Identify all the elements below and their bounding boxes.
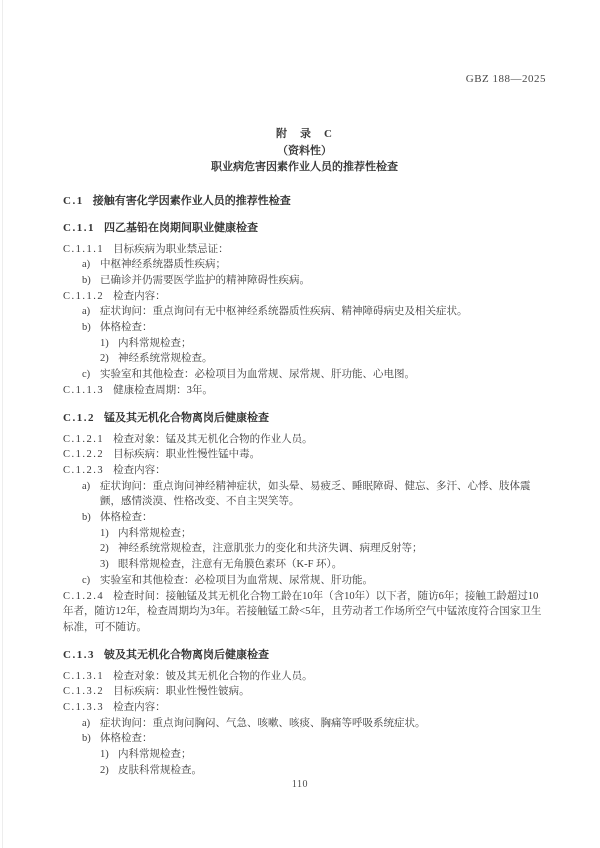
item-text: 内科常规检查； [118,527,192,539]
item-text: 中枢神经系统器质性疾病； [100,259,226,271]
item-marker: b) [82,733,91,745]
item-marker: 2) [100,764,109,776]
item-marker: 1) [100,749,109,761]
item-text: 实验室和其他检查：必检项目为血常规、尿常规、肝功能、心电图。 [100,369,415,381]
item-text: 实验室和其他检查：必检项目为血常规、尿常规、肝功能。 [100,574,373,586]
list-subitem [63,763,546,779]
clause-number: C.1.2.1 [63,433,105,445]
page-number: 110 [291,779,309,790]
section-heading-c1-1 [63,220,546,236]
section-heading-c1-3 [63,647,546,663]
list-subitem [63,351,546,367]
clause-title: 锰及其无机化合物离岗后健康检查 [103,411,269,424]
scan-edge-line [2,0,3,848]
clause-text: 目标疾病：职业性慢性铍病。 [113,686,250,698]
item-text: 内科常规检查； [118,749,192,761]
item-marker: 3) [100,559,109,571]
item-marker: 1) [100,337,109,349]
clause-number: C.1.1.3 [63,384,105,396]
clause-number: C.1.3 [63,648,95,661]
clause-c1-2-4 [63,589,546,636]
item-marker: a) [82,306,91,318]
item-text: 神经系统常规检查，注意肌张力的变化和共济失调、病理反射等； [118,543,423,555]
list-subitem [63,526,546,542]
item-text: 症状询问：重点询问胸闷、气急、咳嗽、咳痰、胸痛等呼吸系统症状。 [100,717,426,729]
list-item [63,367,546,383]
section-heading-c1 [63,193,546,209]
appendix-title-block [63,126,546,176]
section-heading-c1-2 [63,410,546,426]
list-subitem [63,747,546,763]
clause-number: C.1.2.3 [63,464,105,476]
clause-text: 检查对象：锰及其无机化合物的作业人员。 [113,433,313,445]
clause-number: C.1.2.4 [63,590,105,602]
clause-c1-1-2 [63,289,546,305]
clause-number: C.1.3.1 [63,670,105,682]
list-item [63,304,546,320]
appendix-label: 附 录 C [276,128,333,140]
item-marker: a) [82,717,91,729]
item-marker: a) [82,480,91,492]
clause-number: C.1.1.2 [63,290,105,302]
clause-text: 检查对象：铍及其无机化合物的作业人员。 [113,670,313,682]
clause-title: 四乙基铅在岗期间职业健康检查 [103,221,258,234]
clause-c1-3-2 [63,684,546,700]
clause-c1-2-2 [63,447,546,463]
appendix-note: （资料性） [277,144,332,157]
list-item [63,510,546,526]
list-item [63,479,546,510]
item-marker: 2) [100,353,109,365]
clause-text: 健康检查周期：3年。 [113,384,213,396]
clause-c1-1-3 [63,383,546,399]
list-item [63,731,546,747]
item-text: 体格检查： [100,733,153,745]
item-text: 体格检查： [100,512,153,524]
item-text: 已确诊并仍需要医学监护的精神障碍性疾病。 [100,274,310,286]
list-item [63,716,546,732]
item-text: 症状询问：重点询问神经精神症状，如头晕、易疲乏、睡眠障碍、健忘、多汗、心悸、肢体震颤，感情淡漠、性格改变、不自主哭笑等。 [100,480,531,508]
clause-number: C.1.2.2 [63,449,105,461]
item-marker: b) [82,322,91,334]
list-item [63,320,546,336]
list-item [63,573,546,589]
clause-number: C.1.2 [63,411,95,424]
item-text: 神经系统常规检查。 [118,353,213,365]
clause-number: C.1.1.1 [63,243,105,255]
page-content [63,126,546,779]
standard-code: GBZ 188—2025 [465,73,546,85]
clause-c1-2-3 [63,463,546,479]
clause-c1-1-1 [63,242,546,258]
clause-text: 检查内容： [113,464,166,476]
item-text: 皮肤科常规检查。 [118,764,202,776]
clause-text: 目标疾病为职业禁忌证： [113,243,229,255]
item-text: 眼科常规检查，注意有无角膜色素环（K-F 环）。 [118,559,343,571]
clause-text: 目标疾病：职业性慢性锰中毒。 [113,449,261,461]
item-marker: 1) [100,527,109,539]
item-marker: c) [82,574,91,586]
list-item [63,273,546,289]
clause-text: 检查内容： [113,290,166,302]
list-subitem [63,541,546,557]
item-marker: a) [82,259,91,271]
clause-c1-2-1 [63,432,546,448]
list-item [63,257,546,273]
item-marker: c) [82,369,91,381]
list-subitem [63,557,546,573]
clause-number: C.1.1 [63,221,95,234]
item-text: 症状询问：重点询问有无中枢神经系统器质性疾病、精神障碍病史及相关症状。 [100,306,468,318]
clause-c1-3-1 [63,669,546,685]
appendix-title: 职业病危害因素作业人员的推荐性检查 [211,161,398,173]
clause-number: C.1.3.3 [63,702,105,714]
clause-c1-3-3 [63,700,546,716]
item-marker: b) [82,274,91,286]
item-marker: b) [82,512,91,524]
clause-text: 检查内容： [113,702,166,714]
list-subitem [63,336,546,352]
clause-number: C.1 [63,194,84,207]
clause-number: C.1.3.2 [63,686,105,698]
clause-text: 检查时间：接触锰及其无机化合物工龄在10年（含10年）以下者，随访6年；接触工龄超过10年者，随访12年，检查周期均为3年。若接触锰工龄<5年，且劳动者工作场所空气中锰浓度符合国家卫生标准，可不随访。 [63,590,542,633]
item-text: 体格检查： [100,322,153,334]
item-marker: 2) [100,543,109,555]
item-text: 内科常规检查； [118,337,192,349]
clause-title: 接触有害化学因素作业人员的推荐性检查 [92,194,291,207]
clause-title: 铍及其无机化合物离岗后健康检查 [103,648,269,661]
